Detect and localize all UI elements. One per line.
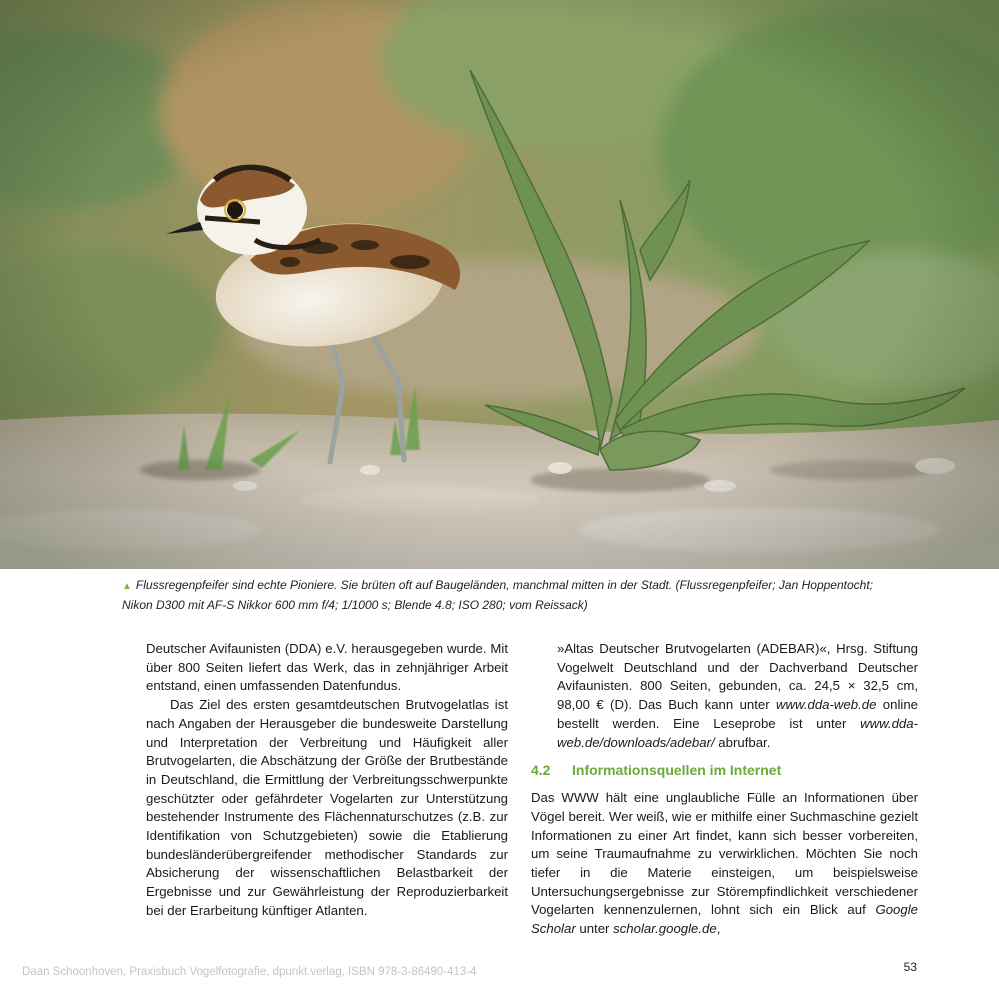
right-text-column <box>531 640 918 939</box>
section-title: Informationsquellen im Internet <box>572 762 782 779</box>
left-paragraph-1: Deutscher Avifaunisten (DDA) e.V. herausgegeben wurde. Mit über 800 Seiten liefert das Werk, das in zehnjähriger Arbeit entstand, einen umfassenden Datenfundus. <box>146 641 508 694</box>
photo-caption <box>122 576 922 615</box>
section-number: 4.2 <box>531 762 551 779</box>
page-number: 53 <box>903 960 917 974</box>
footer-credit: Daan Schoonhoven, Praxisbuch Vogelfotografie, dpunkt.verlag, ISBN 978-3-86490-413-4 <box>22 966 477 978</box>
book-url-1: www.dda-web.de <box>776 697 877 713</box>
section-body-text-3: , <box>716 921 721 937</box>
left-text-column <box>146 640 508 921</box>
caption-line-1: Flussregenpfeifer sind echte Pioniere. Sie brüten oft auf Baugeländen, manchmal mitten in der Stadt. (Flussregenpfeifer; Jan Hoppentocht; <box>135 578 873 592</box>
left-paragraph-2: Das Ziel des ersten gesamtdeutschen Brutvogelatlas ist nach Angaben der Herausgeber die bundesweite Darstellung und Interpretation der Verbreitung und Häufigkeit aller Brutvogelarten, die Abschätzung der Größe der Brutbestände in Deutschland, die Ermittlung der Verbreitungsschwerpunkte geschützter oder gefährdeter Vogelarten zur Unterstützung bestehender Instrumente des Flächennaturschutzes (z.B. zur Identifikation von Schutzgebieten) sowie die Etablierung bundesländerübergreifender methodischer Standards zur Absicherung der wissenschaftlichen Belastbarkeit der Ergebnisse und zur Gewährleistung der Reproduzierbarkeit bei der Erarbeitung künftiger Atlanten. <box>146 697 508 918</box>
google-scholar-name: Google Scholar <box>531 902 918 937</box>
book-reference-text-3: abrufbar. <box>714 734 771 750</box>
google-scholar-url: scholar.google.de <box>613 921 717 937</box>
book-reference-block <box>531 640 918 752</box>
caption-triangle-icon: ▲ <box>122 581 132 592</box>
section-heading <box>531 760 918 780</box>
section-body-text-2: unter <box>575 921 614 937</box>
book-url-2: www.dda-web.de/downloads/adebar/ <box>557 715 918 750</box>
section-body-text-1: Das WWW hält eine unglaubliche Fülle an Informationen über Vögel bereit. Wer weiß, wie er mithilfe einer Suchmaschine gezielt Informationen zu einer Art findet, kann sich besser vorbereiten, um seine Traumaufnahme zu verwirklichen. Möchten Sie noch tiefer in die Materie einsteigen, um beispielsweise Untersuchungsergebnisse zur Störempfindlichkeit verschiedener Vogelarten kennenzulernen, lohnt sich ein Blick auf <box>531 790 918 918</box>
book-reference-text-1: »Altas Deutscher Brutvogelarten (ADEBAR)«, Hrsg. Stiftung Vogelwelt Deutschland und der Dachverband Deutscher Avifaunisten. 800 Seiten, gebunden, ca. 24,5 × 32,5 cm, 98,00 € (D). Das Buch kann unter <box>557 641 918 713</box>
book-reference-text-2: online bestellt werden. Eine Leseprobe ist unter <box>557 697 918 731</box>
caption-line-2: Nikon D300 mit AF-S Nikkor 600 mm f/4; 1/1000 s; Blende 4.8; ISO 280; vom Reissack) <box>122 598 588 612</box>
section-body-paragraph <box>531 789 918 939</box>
